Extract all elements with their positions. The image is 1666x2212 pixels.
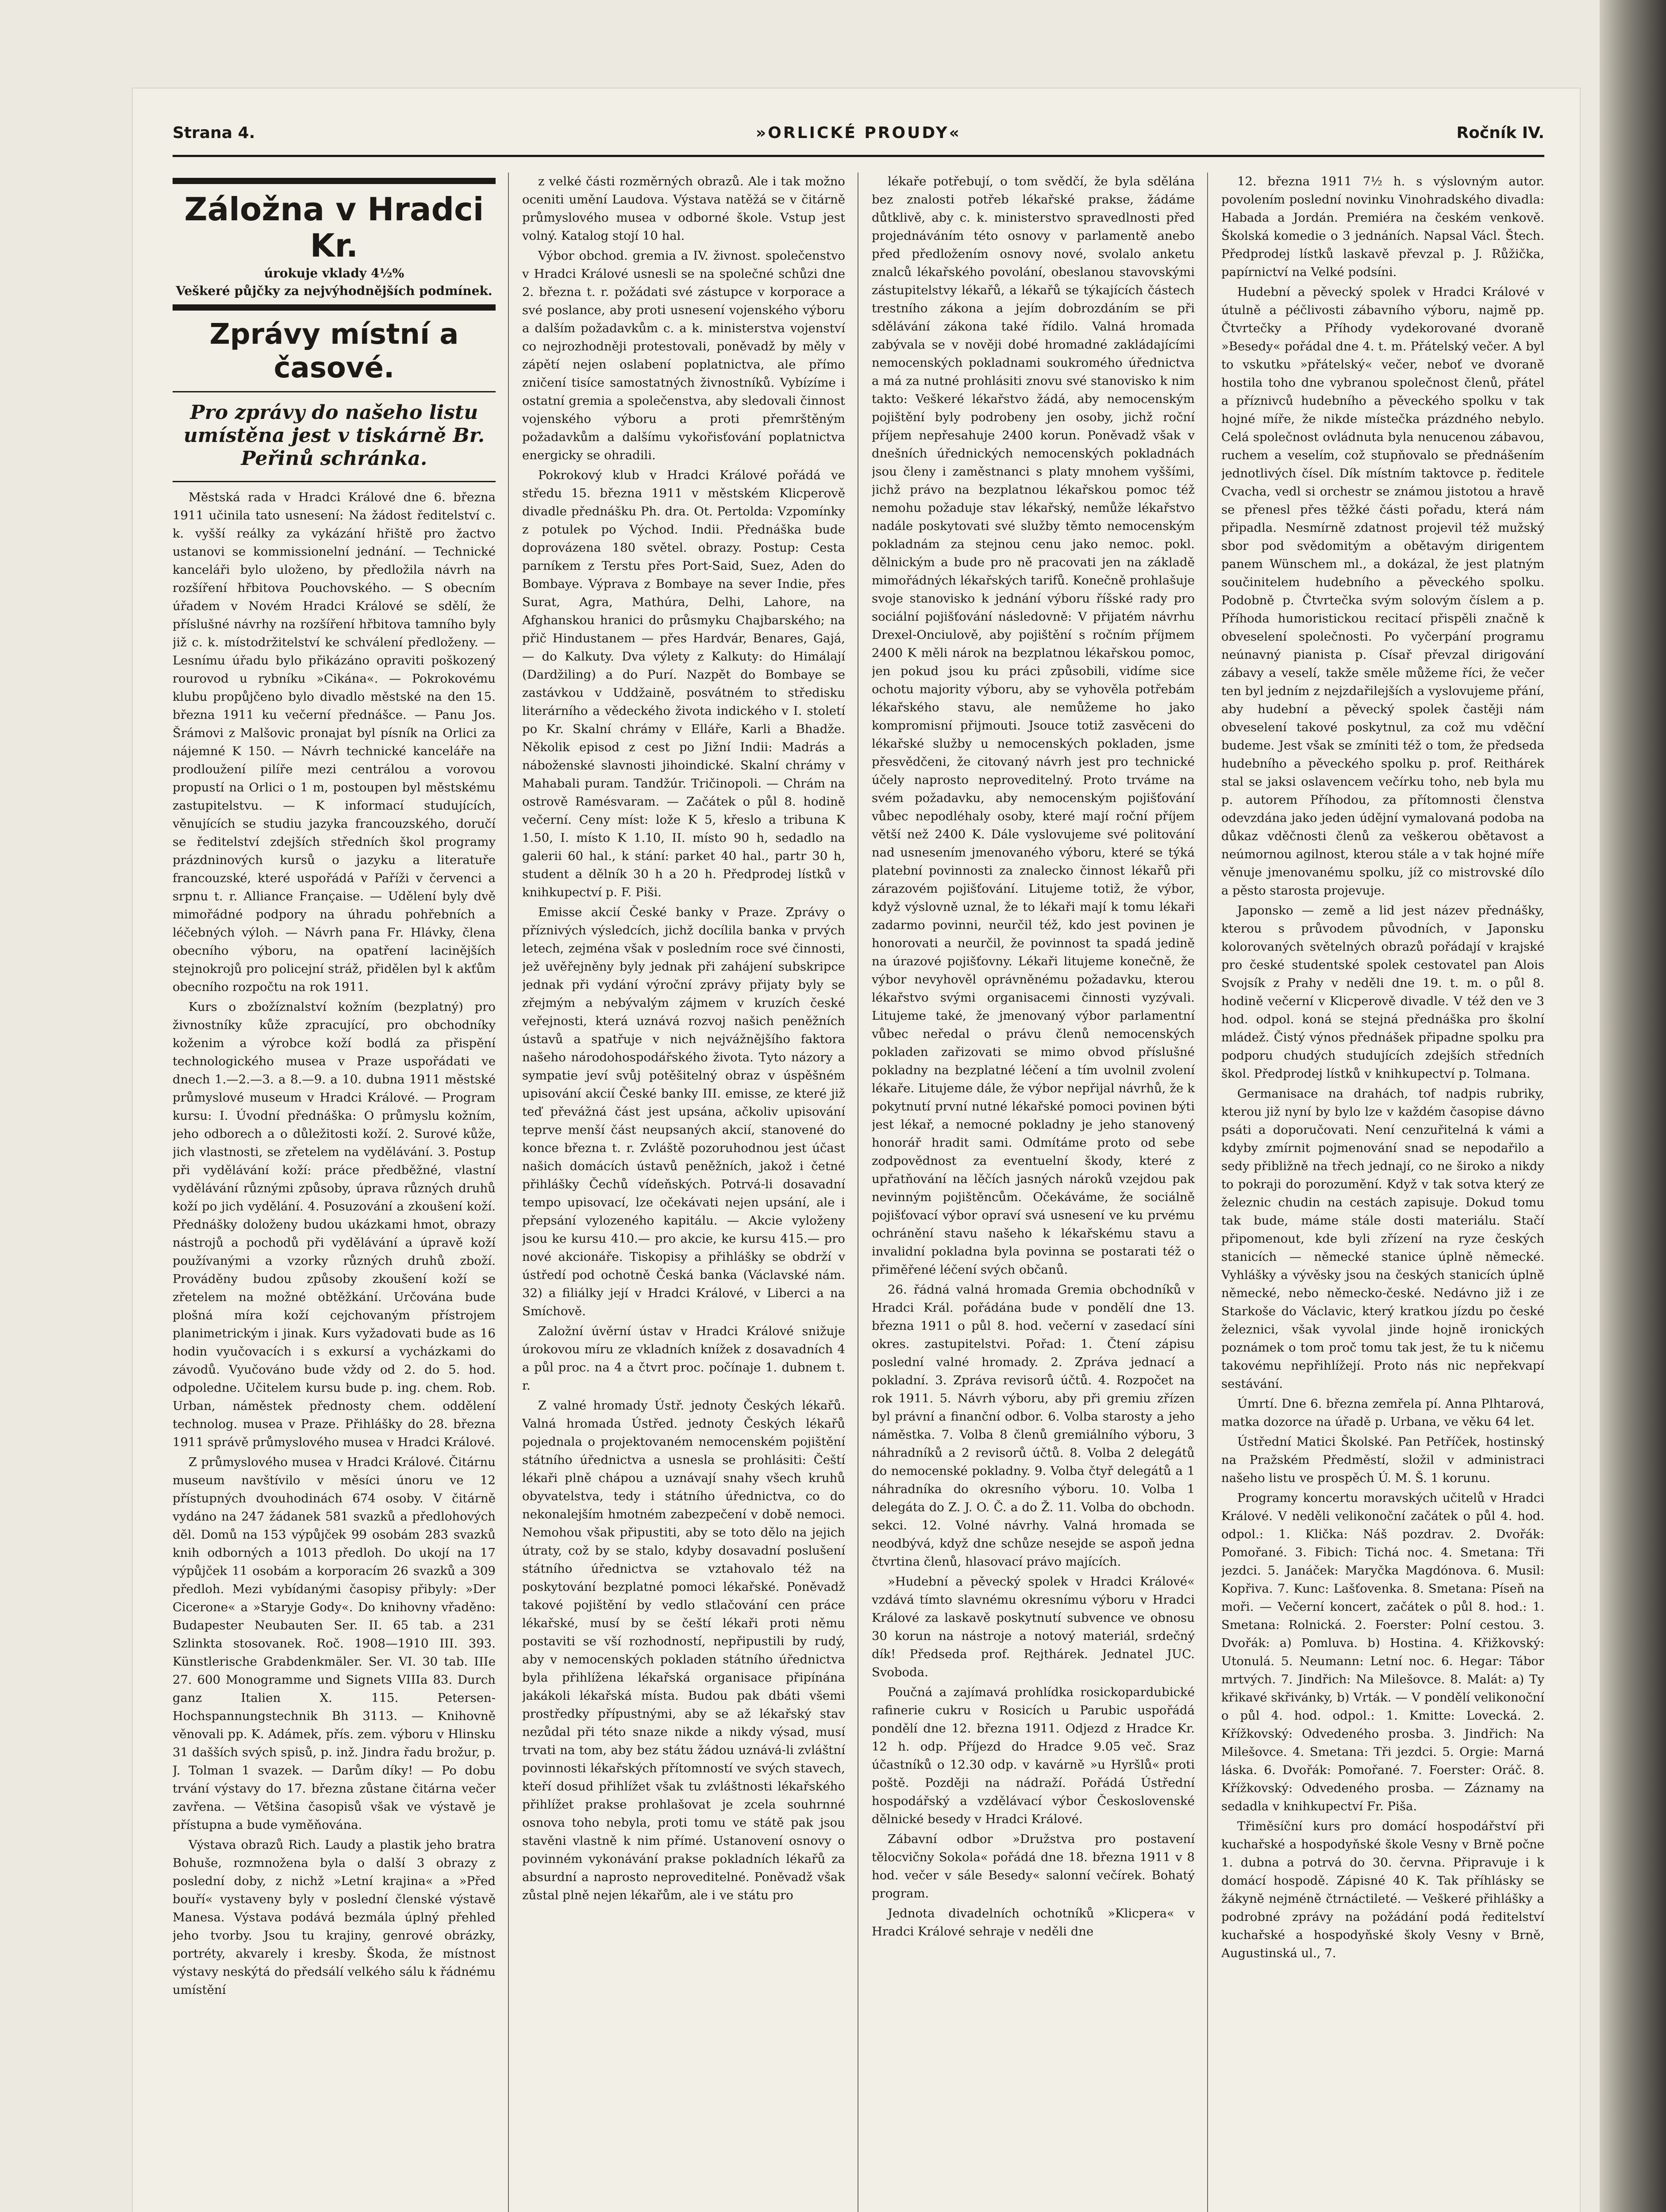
ad-interest-line: úrokuje vklady 4½% <box>264 266 404 280</box>
article-paragraph: lékaře potřebují, o tom svědčí, že byla sdělána bez znalosti potřeb lékařské prakse, žádáme důtklivě, aby c. k. ministerstvo spravedlnosti před projednáváním této osnovy v parlamentě anebo před předložením osnovy nové, svolalo anketu znalců lékařského povolání, obeslanou stavovskými zástupitelstvy lékařů, a lékařů se týkajících částech trestního zákona a jejím dobrozdáním se při sdělávání zákona také řídilo. Valná hromada zabývala se v nověji dobé hromadné zakládajícími nemocenských pokladnami soukromého úřednictva a má za nutné prohlásiti znovu své stanovisko k nim takto: Veškeré lékařstvo žádá, aby nemocenským pojištění byly podrobeny jen osoby, jichž roční příjem nepřesahuje 2400 korun. Poněvadž však v dnešních úřednických nemocenských pokladnách jsou členy i zaměstnanci s platy mnohem vyššími, jichž právo na bezplatnou lékařskou pomoc též nemohu požaduje stav lékařský, nemůže lékařstvo nadále poskytovati své služby těmto nemocenským pokladnám za stejnou cenu jako nemoc. pokl. dělnickým a bude pro ně pracovati jen na základě mimořádných lékařských tarifů. Konečně prohlašuje svoje stanovisko k jednání výboru říšské rady pro sociální pojišťování následovně: V přijatém návrhu Drexel-Onciulově, aby pojištění s ročním příjmem 2400 K měli nárok na bezplatnou lékařskou pomoc, jen pokud jsou ku práci způsobili, vidíme sice ochotu majority výboru, aby se vyhověla potřebám lékařského stavu, ale nemůžeme ho jako kompromisní přijmouti. Jsouce totiž zasvěceni do lékařské služby u nemocenských pokladen, jsme přesvědčeni, že citovaný návrh jest pro technické účely naprosto neproveditelný. Proto trváme na svém požadavku, aby nemocenským pojišťování vůbec nepodléhaly osoby, které mají roční příjem větší než 2400 K. Dále vyslovujeme své politování nad usnesením jmenovaného výboru, které se týká platební povinnosti za znalecko činnost lékařů při zárazovém pojišťování. Litujeme totiž, že výbor, když výslovně uznal, že to lékaři mají k tomu lékaři zadarmo povinni, neurčil též, kdo jest povinen je honorovati a neurčil, že povinnost ta spadá jedině na úrazové pojišťovny. Lékaři litujeme konečně, že výbor nevyhověl oprávněnému požadavku, kterou lékařstvo svými organisacemi činnosti vyzývali. Litujeme také, že jmenovaný výbor parlamentní vůbec neředal o právu členů nemocenských pokladen zařizovati se mimo obvod příslušné pokladny na bezplatné léčení a tím uvolnil zvolení lékaře. Litujeme dále, že výbor nepřijal návrhů, že k pokytnutí první nutné lékařské pomoci povinen býti jest lékař, a nemocné pokladny je jeho stanovený honorář hradit sami. Odmítáme proto od sebe zodpovědnost za eventuelní škody, které z upřatňování na lěčích jasných nároků vzejdou pak nevinným pojištěncům. Očekáváme, že sociálně pojišťovací výbor opraví svá usnesení ve ku prvému ochránění stavu našeho k lékařskému stavu a invalidní pokladna byla povinna se postarati též o přiměřené léčení svých občanů. <box>872 174 1195 1277</box>
article-paragraph: Ústřední Matici Školské. Pan Petříček, hostinský na Pražském Předměstí, složil v administraci našeho listu ve prospěch Ú. M. Š. 1 korunu. <box>1221 1435 1544 1485</box>
article-paragraph: Z průmyslového musea v Hradci Králové. Čitárnu museum navštívilo v měsíci únoru ve 12 přístupných dvouhodinách 674 osoby. V čitárně vydáno na 247 žádanek 581 svazků a předlohových děl. Domů na 153 výpůjček 99 osobám 283 svazků knih odborných a 1013 předloh. Do ukojí na 17 výpůjček 11 osobám a korporacím 26 svazků a 309 předloh. Mezi vybídanými časopisy přibyly: »Der Cicerone« a »Staryje Gody«. Do knihovny vřaděno: Budapester Neubauten Ser. II. 65 tab. a 231 Szlinkta stosovanek. Roč. 1908—1910 III. 393. Künstlerische Grabdenkmäler. Ser. VI. 30 tab. IIIe 27. 600 Monogramme und Signets VIIIa 83. Durch ganz Italien X. 115. Petersen-Hochspannungstechnik Bh 3113. — Knihovně věnovali pp. K. Adámek, přís. zem. výboru v Hlinsku 31 dašších svých spisů, p. inž. Jindra řadu brožur, p. J. Tolman 1 svazek. — Darům díky! — Po dobu trvání výstavy do 17. března zůstane čitárna večer zavřena. — Většina časopisů však ve výstavě je přístupna a bude vyměňována. <box>173 1455 496 1832</box>
ad-title: Záložna v Hradci Kr. <box>184 191 484 264</box>
article-columns <box>173 173 1544 2212</box>
article-paragraph: Jednota divadelních ochotníků »Klicpera« v Hradci Králové sehraje v neděli dne <box>872 1906 1195 1939</box>
section-rule <box>173 391 496 392</box>
article-paragraph: Městská rada v Hradci Králové dne 6. března 1911 učinila tato usnesení: Na žádost ředitelství c. k. vyšší reálky za vykázání hřiště pro žactvo ustanovi se kommissionelní jednání. — Technické kanceláři bylo uloženo, by předložila návrh na rozšíření hřbitova Pouchovského. — S obecním úřadem v Novém Hradci Králové se sdělí, že příslušné návrhy na rozšíření hřbitova tamního byly již c. k. místodržitelství ke schválení předloženy. — Lesnímu úřadu bylo přikázáno opraviti poškozený rourovod u rybníku »Cikána«. — Pokrokovému klubu propůjčeno bylo divadlo městské na den 15. března 1911 ku večerní přednášce. — Panu Jos. Šrámovi z Malšovic pronajat byl písník na Orlici za nájemné K 150. — Návrh technické kanceláře na prodloužení pilíře mezi centrálou a vorovou propustí na Orlici o 1 m, postoupen byl městskému zastupitelstvu. — K informací studujících, věnujících se studiu jazyka francouzského, doručí se ředitelství zdejších středních škol programy prázdninových kursů o jazyku a literatuře francouzské, které uspořádá v Paříži v červenci a srpnu t. r. Alliance Française. — Udělení byly dvě mimořádné podpory na úhradu pohřebních a léčebných výloh. — Návrh pana Fr. Hlávky, člena obecního výboru, na opatření lacinějších stejnokrojů pro policejní stráž, přidělen byl k akťům obecního rozpočtu na rok 1911. <box>173 490 496 994</box>
column-1 <box>173 173 509 2212</box>
article-paragraph: 12. března 1911 7½ h. s výslovným autor. povolením poslední novinku Vinohradského divadla: Habada a Jordán. Premiéra na českém venkově. Školská komedie o 3 jednáních. Napsal Václ. Štech. Předprodej lístků laskavě převzal p. J. Růžička, papírnictví na Velké podsíni. <box>1221 174 1544 279</box>
page-header <box>173 124 1544 146</box>
article-paragraph: z velké části rozměrných obrazů. Ale i tak možno oceniti umění Laudova. Výstava natěžá se v čitárně průmyslového musea v odborné škole. Vstup jest volný. Katalog stojí 10 hal. <box>522 174 845 243</box>
header-rule <box>173 155 1544 157</box>
article-paragraph: Založní úvěrní ústav v Hradci Králové snižuje úrokovou míru ze vkladních knížek z dosavadních 4 a půl proc. na 4 a čtvrt proc. počínaje 1. dubnem t. r. <box>522 1324 845 1393</box>
column-2-articles <box>522 173 845 1905</box>
article-paragraph: Poučná a zajímavá prohlídka rosickopardubické rafinerie cukru v Rosicích u Parubic uspořádá pondělí dne 12. března 1911. Odjezd z Hradce Kr. 12 h. odp. Příjezd do Hradce 9.05 več. Sraz účastníků o 12.30 odp. v kavárně »u Hyršlů« proti poště. Později na nádraží. Pořádá Ústřední hospodářský a vzdělávací výbor Československé dělnické besedy v Hradci Králové. <box>872 1685 1195 1826</box>
article-paragraph: Hudební a pěvecký spolek v Hradci Králové v útulně a péčlivosti zábavního výboru, najmě pp. Čtvrtečky a Příhody vydekorované dvoraně »Besedy« pořádal dne 4. t. m. Přátelský večer. A byl to vskutku »přátelský« večer, neboť ve dvoraně hostila toho dne vybranou společnost členů, přátel a příznivců hudebního a pěveckého spolku v tak hojné míře, že nikde místečka prázdného nebylo. Celá společnost ovládnuta byla nenucenou zábavou, ruchem a veselím, což stupňovalo se přednášením jednotlivých čísel. Dík místním taktovce p. ředitele Cvacha, vedl si orchestr se známou jistotou a hravě se přenesl přes těžké části pořadu, která nám připadla. Nesmírně zdatnost projevil též mužský sbor pod svědomitým a obětavým dirigentem panem Wünschem ml., a dokázal, že jest platným součinitelem hudebního a pěveckého spolku. Podobně p. Čtvrtečka svým solovým číslem a p. Příhoda humoristickou recitací přispěli značně k obveselení společnosti. Po vyčerpání programu neúnavný pianista p. Císař převzal dirigování zábavy a veselí, takže směle můžeme říci, že večer ten byl jedním z nejzdařilejších a vyslovujeme přání, aby hudební a pěvecký spolek častěji nám obveselení takové poskytnul, za což mu vděční budeme. Jest však se zmíniti též o tom, že předseda hudebního a pěveckého spolku p. prof. Reithárek stal se jaksi oslavencem večírku toho, neb byla mu p. autorem Příhodou, za přítomnosti členstva odevzdána jako jeden údějní vymalovaná podoba na důkaz vděčnosti členů za veškerou obětavost a neúmornou agilnost, kterou stále a v tak hojné míře věnuje jmenovanému spolku, jíž co mistrovské dílo a pěsto starosta projevuje. <box>1221 285 1544 898</box>
column-4-articles <box>1221 173 1544 1962</box>
article-paragraph: Výbor obchod. gremia a IV. živnost. společenstvo v Hradci Králové usnesli se na společné schůzi dne 2. března t. r. požádati své zástupce v korporace a své poslance, aby proti usnesení vojenského výboru a dalším požadavkům c. a k. ministerstva vojenství co nejrozhodněji protestovali, poněvadž by měly v zápětí nejen oslabení poplatnictva, ale přímo zničení tisíce samostatných živnostníků. Vybízíme i ostatní gremia a společenstva, aby sledovali činnost vojenského výboru a proti přemrštěným požadavkům a dalšímu vykořisťování poplatnictva energicky se ohradili. <box>522 249 845 462</box>
article-paragraph: Germanisace na drahách, tof nadpis rubriky, kterou již nyní by bylo lze v každém časopise dávno psáti a doporučovati. Není cenzuřitelná k vámi a kdyby zmírnit pojmenování snad se nepodařilo a sedy přibližně na třech jednají, co ne široko a nikdy to pokraji do porozumění. Když v tak sotva který ze železnic chudin na cestách zapisuje. Dokud tomu tak bude, máme stále dosti materiálu. Stačí připomenout, kde byli zřízení na ryze českých stanicích — německé stanice úplně německé. Vyhlášky a vývěsky jsou na českých stanicích úplně německé, nebo německo-české. Nedávno již i ze Starkoše do Václavic, který kratkou jízdu po české železnici, však vyvolal jinde hojně ironických poznámek o tom proč tomu tak jest, že tu k ničemu takovému nepřihlížejí. Proto nás nic nepřekvapí sestávání. <box>1221 1087 1544 1391</box>
column-4 <box>1221 173 1544 2212</box>
article-paragraph: Japonsko — země a lid jest název přednášky, kterou s průvodem původních, v Japonsku kolorovaných světelných obrazů pořádají v krajské pro české studentské spolek cestovatel pan Alois Svojsík z Prahy v neděli dne 19. t. m. o půl 8. hodině večerní v Klicperově divadle. V též den ve 3 hod. odpol. koná se stejná přednáška pro školní mládež. Čistý výnos přednášek připadne spolku pra podporu chudých studujících zdejších středních škol. Předprodej lístků v knihkupectví p. Tolmana. <box>1221 903 1544 1081</box>
article-paragraph: Výstava obrazů Rich. Laudy a plastik jeho bratra Bohuše, rozmnožena byla o další 3 obrazy z poslední doby, z nichž »Letní krajina« a »Před bouří« vystaveny byly v poslední členské výstavě Manesa. Výstava podává bezmála úplný přehled jeho tvorby. Jsou tu krajiny, genrové obrázky, portréty, akvarely i kresby. Škoda, že místnost výstavy neskýtá do předsálí velkého sálu k řádnému umístění <box>173 1838 496 1997</box>
notice-rule <box>173 481 496 482</box>
ad-loans-line: Veškeré půjčky za nejvýhodnějších podmínek. <box>176 284 492 298</box>
newspaper-name: »ORLICKÉ PROUDY« <box>756 124 961 142</box>
page-number: Strana 4. <box>173 124 255 142</box>
newspaper-page <box>133 88 1580 2212</box>
column-3 <box>872 173 1208 2212</box>
column-1-articles <box>173 488 496 1999</box>
article-paragraph: Úmrtí. Dne 6. března zemřela pí. Anna Plhtarová, matka dozorce na úřadě p. Urbana, ve věku 64 let. <box>1221 1397 1544 1429</box>
article-paragraph: Programy koncertu moravských učitelů v Hradci Králové. V neděli velikonoční začátek o půl 4. hod. odpol.: 1. Klička: Náš pozdrav. 2. Dvořák: Pomořané. 3. Fibich: Tichá noc. 4. Smetana: Tři jezdci. 5. Janáček: Maryčka Magdónova. 6. Musil: Kopřiva. 7. Kunc: Lašťovenka. 8. Smetana: Píseň na moři. — Večerní koncert, začátek o půl 8. hod.: 1. Smetana: Rolnická. 2. Foerster: Polní cestou. 3. Dvořák: a) Pomluva. b) Hostina. 4. Křižkovský: Utonulá. 5. Neumann: Letní noc. 6. Hegar: Tábor mrtvých. 7. Jindřich: Na Milešovce. 8. Malát: a) Ty křikavé skřivánky, b) Vrták. — V pondělí velikonoční o půl 4. hod. odpol.: 1. Kmitte: Lovecká. 2. Křížkovský: Odvedeného prosba. 3. Jindřich: Na Milešovce. 4. Smetana: Tři jezdci. 5. Orgie: Marná láska. 6. Dvořák: Pomořané. 7. Foerster: Oráč. 8. Křížkovský: Odvedeného prosba. — Záznamy na sedadla v knihkupectví Fr. Piša. <box>1221 1491 1544 1813</box>
ad-top-rule <box>173 178 496 184</box>
article-paragraph: Pokrokový klub v Hradci Králové pořádá ve středu 15. března 1911 v městském Klicperově divadle přednášku Ph. dra. Ot. Pertolda: Vzpomínky z potulek po Východ. Indii. Přednáška bude doprovázena 180 světel. obrazy. Postup: Cesta parníkem z Terstu přes Port-Said, Suez, Aden do Bombaye. Výprava z Bombaye na sever Indie, přes Surat, Agra, Mathúra, Delhi, Lahore, na Afghanskou hranici do průsmyku Chajbarského; na přič Hindustanem — přes Hardvár, Benares, Gajá, — do Kalkuty. Dva výlety z Kalkuty: do Himálají (Dardžiling) a do Purí. Nazpět do Bombaye se zastávkou v Uddžaině, posvátném to středisku literárního a vědeckého života indického v I. století po Kr. Skalní chrámy v Elláře, Karli a Bhadže. Několik episod z cest po Jižní Indii: Madrás a náboženské slavnosti jihoindické. Skalní chrámy v Mahabali puram. Tandžúr. Tričinopoli. — Chrám na ostrově Ramésvaram. — Začátek o půl 8. hodině večerní. Ceny míst: lože K 5, křeslo a tribuna K 1.50, I. místo K 1.10, II. místo 90 h, sedadlo na galerii 60 hal., k stání: parket 40 hal., partr 30 h, student a dělník 30 h a 20 h. Předprodej lístků v knihkupectví p. F. Piši. <box>522 468 845 899</box>
ad-bottom-rule <box>173 304 496 311</box>
article-paragraph: Zábavní odbor »Družstva pro postavení tělocvičny Sokola« pořádá dne 18. března 1911 v 8 hod. večer v sále Besedy« salonní večírek. Bohatý program. <box>872 1832 1195 1901</box>
column-3-articles <box>872 173 1195 1941</box>
article-paragraph: Emisse akcií České banky v Praze. Zprávy o příznivých výsledcích, jichž docílila banka v prvých letech, zejména však v posledním roce své činnosti, jež uvěřejněny byly jednak při zahájení subskripce jednak při vydání výroční zprávy přijaty byly se zřejmým a nebývalým zájmem v kruzích české veřejnosti, která uznává rozvoj našich peněžních ústavů a spatřuje v nich nejvážnějšího faktora našeho národohospodářského života. Tyto názory a sympatie jeví svůj potěšitelný obraz v úspěšném upisování akcií České banky III. emisse, ze které již teď převážná část jest upsána, ačkoliv upisování teprve menší část neupsaných akcií, stanovené do konce března t. r. Zvláště pozoruhodnou jest účast našich domácích ústavů peněžních, jakož i četné přihlášky Čechů vídeňských. Potrvá-li dosavadní tempo upisovací, lze očekávati nejen upsání, ale i přepsání vylozeného kapitálu. — Akcie vyloženy jsou ke kursu 410.— pro akcie, ke kursu 415.— pro nové akcionáře. Tiskopisy a přihlášky se obdrží v ústředí pod ochotně Česká banka (Václavské nám. 32) a filiálky její v Hradci Králové, v Liberci a na Smíchově. <box>522 905 845 1318</box>
article-paragraph: 26. řádná valná hromada Gremia obchodníků v Hradci Král. pořádána bude v pondělí dne 13. března 1911 o půl 8. hod. večerní v zasedací síni okres. zastupitelstvi. Pořad: 1. Čtení zápisu poslední valné hromady. 2. Zpráva jednací a pokladní. 3. Zpráva revisorů účtů. 4. Rozpočet na rok 1911. 5. Návrh výboru, aby při gremiu zřízen byl právní a finanční odbor. 6. Volba starosty a jeho náměstka. 7. Volba 8 členů gremiálního výboru, 3 náhradníků a 2 revisorů účtů. 8. Volba 2 delegátů do nemocenské pokladny. 9. Volba čtyř delegátů a 1 náhradníka do okresního výboru. 10. Volba 1 delegáta do Z. J. O. Č. a do Ž. 11. Volba do obchodn. sekci. 12. Volné návrhy. Valná hromada se neodbývá, když dne schůze nesejde se aspoň jedna čtvrtina členů, hlasovací právo majících. <box>872 1283 1195 1569</box>
column-2 <box>522 173 858 2212</box>
page-edge-shadow <box>1600 0 1666 2212</box>
section-title: Zprávy místní a časové. <box>209 318 459 384</box>
volume-label: Ročník IV. <box>1456 124 1544 142</box>
mailbox-notice: Pro zprávy do našeho listu umístěna jest v tiskárně Br. Peřinů schránka. <box>183 401 485 470</box>
article-paragraph: Kurs o zbožíznalství kožním (bezplatný) pro živnostníky kůže zpracující, pro obchodníky koženim a výrobce koží bodlá za přispění technologického musea v Praze uspořádati ve dnech 1.—2.—3. a 8.—9. a 10. dubna 1911 městské průmyslové museum v Hradci Králové. — Program kursu: I. Úvodní přednáška: O průmyslu kožním, jeho odborech a o důležitosti koží. 2. Surové kůže, jich vlastnosti, se zřetelem na vydělávání. 3. Postup při vydělávání koží: práce předběžné, vlastní vydělávání různými způsoby, úprava různých druhů koží po jich vydělání. 4. Posuzování a zkoušení koží. Přednášky doloženy budou ukázkami hmot, obrazy nástrojů a pochodů při vydělávání a úpravě koží používanými a vzorky různých druhů zboží. Prováděny budou způsoby zkoušení koží se zřetelem na možné obtěžkání. Určována bude plošná míra koží cejchovaným přístrojem planimetrickým i jinak. Kurs vyžadovati bude as 16 hodin vyučovacích i s exkursí a vycházkami do závodů. Vyučováno bude vždy od 2. do 5. hod. odpoledne. Učitelem kursu bude p. ing. chem. Rob. Urban, náměstek přednosty chem. oddělení technolog. musea v Praze. Přihlášky do 28. března 1911 správě průmyslového musea v Hradci Králové. <box>173 1000 496 1449</box>
article-paragraph: Třiměsíční kurs pro domácí hospodářství při kuchařské a hospodyňské škole Vesny v Brně počne 1. dubna a potrvá do 30. června. Připravuje i k domácí hospodě. Zápisné 40 K. Tak příhlásky se žákyně nejméně čtrnáctileté. — Veškeré přihlášky a podrobné zprávy na požádání podá ředitelství kuchařské a hospodyňské školy Vesny v Brně, Augustinská ul., 7. <box>1221 1819 1544 1960</box>
article-paragraph: »Hudební a pěvecký spolek v Hradci Králové« vzdává tímto slavnému okresnímu výboru v Hradci Králové za laskavě poskytnutí subvence ve obnosu 30 korun na nástroje a notový materiál, srdečný dík! Předseda prof. Rejthárek. Jednatel JUC. Svoboda. <box>872 1575 1195 1679</box>
article-paragraph: Z valné hromady Ústř. jednoty Českých lékařů. Valná hromada Ústřed. jednoty Českých lékařů pojednala o projektovaném nemocenském pojištění státního úřednictva a usnesla se prohlásiti: Čeští lékaři plně chápou a uznávají snahy všech kruhů obyvatelstva, tedy i státního úřednictva, co do nekonalejším hmotném zabezpečení v době nemoci. Nemohou však připustiti, aby se toto dělo na jejich útraty, což by se stalo, kdyby dosavadní poslušení státního úřednictva se vztahovalo též na poskytování bezplatné pomoci lékařské. Poněvadž takové pojištění by vedlo stlačování cen práce lékařské, musí by se čeští lékaři proti němu postaviti se vší rozhodností, nepřipustili by rudý, aby v nemocenských pokladen státního úřednictva byla přihlížena lékařská organisace připínána jakákoli lékařská místa. Budou pak dbáti všemi prostředky přípustnými, aby se až lékařský stav nezůdal při této snaze nikde a nikdy výsad, musí trvati na tom, aby bez státu žádou uznává-li zvláštní povinnosti lékařských přítomností ve svých stavech, kteří dosud přihlížet však tu zvláštnosti lékařského přihlížet prakse prohlašovat je zcela souhrnné osnova toho nebyla, proti tomu ve státě pak jsou stavěni vlastně k nim přímé. Ustanovení osnovy o povinném vykonávání prakse pokladních lékařů za absurdní a naprosto neproveditelné. Poněvadž však zůstal plně nejen lékařům, ale i ve státu pro <box>522 1398 845 1902</box>
